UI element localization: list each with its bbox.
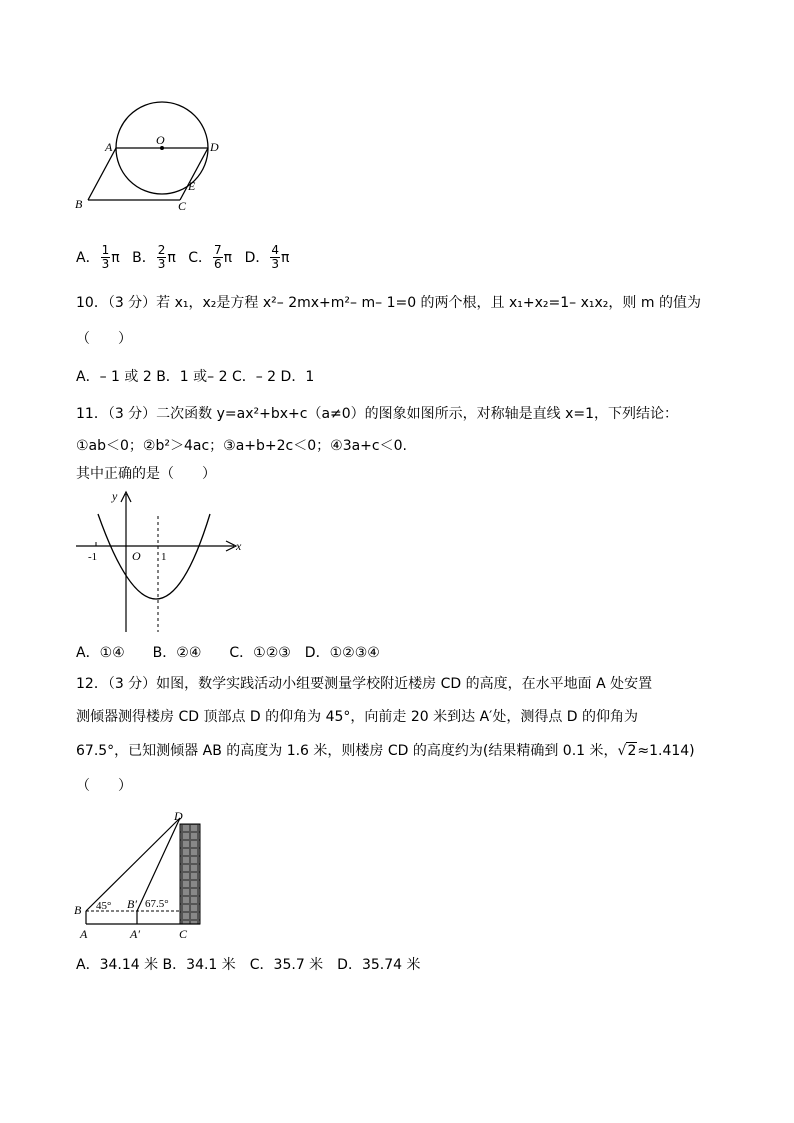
q12-options: A．34.14 米 B．34.1 米 C．35.7 米 D．35.74 米 <box>76 957 421 973</box>
fig-label-angle-45: 45° <box>96 900 112 912</box>
fig-label-a-prime: A′ <box>130 927 140 941</box>
q9-options <box>76 244 297 271</box>
graph-label-one: 1 <box>161 551 167 563</box>
q10-stem-line1: 10．（3 分）若 x₁，x₂是方程 x²– 2mx+m²– m– 1=0 的两个根，且 x₁+x₂=1– x₁x₂，则 m 的值为 <box>76 295 701 311</box>
q11-stem-line3: 其中正确的是（ ） <box>76 466 216 482</box>
q9-option-a: A． $\frac{1}{3}$ π <box>76 243 120 271</box>
q9-option-c: C． $\frac{7}{6}$ π <box>188 243 233 271</box>
fig-label-angle-67-5: 67.5° <box>145 898 169 910</box>
graph-label-neg1: -1 <box>88 551 98 563</box>
q11-options: A．①④ B．②④ C．①②③ D．①②③④ <box>76 645 380 661</box>
label-o: O <box>156 133 165 147</box>
building-angle-figure <box>70 808 210 944</box>
fig-label-b-prime: B′ <box>127 897 137 911</box>
q12-stem-line1: 12．（3 分）如图，数学实践活动小组要测量学校附近楼房 CD 的高度，在水平地面 A 处安置 <box>76 676 653 692</box>
label-b: B <box>75 197 83 211</box>
q11-stem-line1: 11．（3 分）二次函数 y=ax²+bx+c（a≠0）的图象如图所示，对称轴是直线 x=1，下列结论： <box>76 406 679 422</box>
q12-stem-line3: 67.5°，已知测倾器 AB 的高度为 1.6 米，则楼房 CD 的高度约为(结果精确到 0.1 米，√2≈1.414) <box>76 743 695 759</box>
label-a: A <box>105 140 113 154</box>
graph-label-y: y <box>112 489 118 503</box>
q11-stem-line2: ①ab＜0；②b²＞4ac；③a+b+2c＜0；④3a+c＜0. <box>76 438 407 454</box>
fig-label-d: D <box>174 809 183 823</box>
sqrt-two: √2 <box>617 743 637 759</box>
segment-ab <box>88 148 116 200</box>
label-d: D <box>210 140 219 154</box>
label-c: C <box>178 199 187 213</box>
building-cd <box>180 824 200 924</box>
circle-parallelogram-figure <box>70 98 230 216</box>
label-e: E <box>188 179 196 193</box>
fig-label-b: B <box>74 903 82 917</box>
parabola-graph <box>72 486 252 636</box>
q9-option-b: B． $\frac{2}{3}$ π <box>132 243 176 271</box>
fig-label-a: A <box>80 927 88 941</box>
graph-label-x: x <box>236 539 242 553</box>
q10-options: A．– 1 或 2 B．1 或– 2 C．– 2 D．1 <box>76 369 315 385</box>
graph-label-origin: O <box>132 549 141 563</box>
q12-stem-line4: （ ） <box>76 778 132 794</box>
q9-option-d: D． $\frac{4}{3}$ π <box>244 243 290 271</box>
q12-stem-line2: 测倾器测得楼房 CD 顶部点 D 的仰角为 45°，向前走 20 米到达 A′处，测得点 D 的仰角为 <box>76 709 639 725</box>
q10-stem-line2: （ ） <box>76 331 132 347</box>
fig-label-c: C <box>179 927 188 941</box>
